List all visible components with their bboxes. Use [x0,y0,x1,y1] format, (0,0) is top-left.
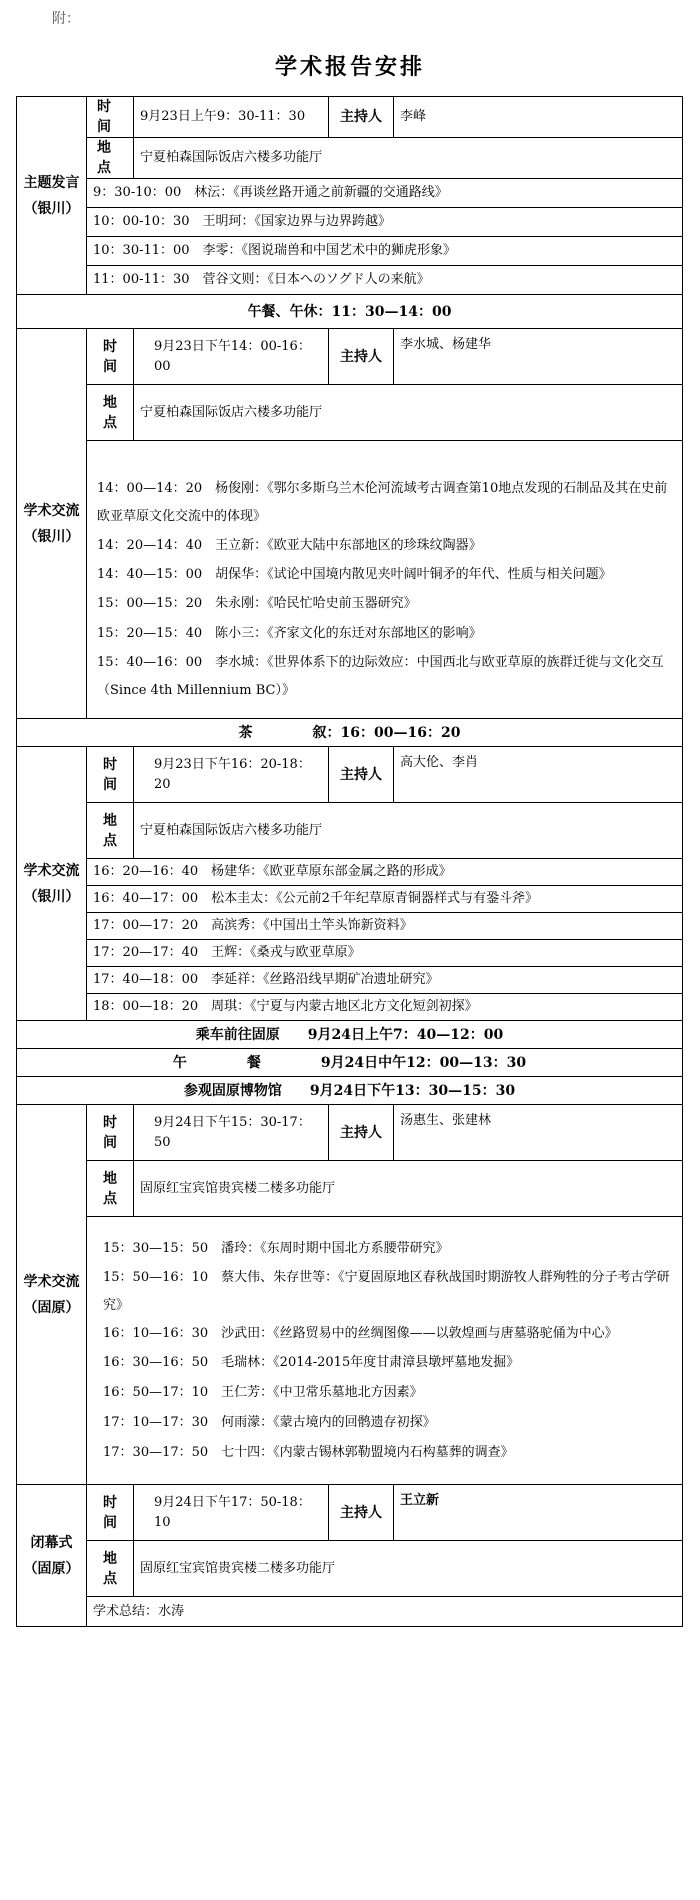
s1-section-name: 主题发言 [23,174,80,191]
s4-section-location: （固原） [23,1299,80,1316]
s5-section-location: （固原） [23,1560,80,1577]
s5-place-label: 地 点 [87,1541,134,1597]
s1-place-row [17,138,683,179]
s2-place-label: 地 点 [87,385,134,441]
travel-label: 乘车前往固原 [195,1026,280,1043]
s3-item: 16：40—17：00 松本圭太：《公元前2千年纪草原青铜器样式与有銎斗斧》 [87,886,683,913]
s2-section-location: （银川） [23,528,80,545]
appendix-label: 附： [52,11,80,27]
s3-section-location: （银川） [23,888,80,905]
s4-place-value: 固原红宝宾馆贵宾楼二楼多功能厅 [134,1161,683,1217]
s2-item: 15：20—15：40 陈小三：《齐家文化的东迁对东部地区的影响》 [97,625,482,641]
s3-item: 17：00—17：20 高滨秀：《中国出土竿头饰新资料》 [87,913,683,940]
s5-time-label: 时 间 [87,1485,134,1541]
s4-items [87,1217,683,1485]
s3-section-label [17,747,87,1021]
page-title: 学术报告安排 [274,54,425,80]
s4-section-label [17,1105,87,1485]
s3-time-row [17,747,683,803]
lunch-break-row: 午餐、午休：11：30—14：00 [17,295,683,329]
s4-item: 17：10—17：30 何雨濛：《蒙古境内的回鹘遗存初探》 [103,1414,436,1430]
s5-host-label: 主持人 [329,1485,394,1541]
s4-item: 15：30—15：50 潘玲：《东周时期中国北方系腰带研究》 [103,1240,449,1256]
s2-time-row [17,329,683,385]
s1-item: 10：30-11：00 李零：《图说瑞兽和中国艺术中的狮虎形象》 [87,237,683,266]
s4-item: 16：50—17：10 王仁芳：《中卫常乐墓地北方因素》 [103,1384,423,1400]
s4-item: 17：30—17：50 七十四：《内蒙古锡林郭勒盟境内石构墓葬的调查》 [103,1444,514,1460]
s3-section-name: 学术交流 [23,862,80,879]
s3-item: 16：20—16：40 杨建华：《欧亚草原东部金属之路的形成》 [87,859,683,886]
s1-place-value: 宁夏柏森国际饭店六楼多功能厅 [134,138,683,179]
s4-item: 16：10—16：30 沙武田：《丝路贸易中的丝绸图像——以敦煌画与唐墓骆驼俑为中心》 [103,1325,618,1341]
schedule-table [16,96,683,1627]
s3-place-value: 宁夏柏森国际饭店六楼多功能厅 [134,803,683,859]
s4-section-name: 学术交流 [23,1273,80,1290]
s2-time-value: 9月23日下午14：00-16：00 [134,329,329,385]
s1-host-value: 李峰 [394,97,683,138]
tea-break-label: 茶 [238,724,253,741]
s2-section-label [17,329,87,719]
s4-item: 16：30—16：50 毛瑞林：《2014-2015年度甘肃漳县墩坪墓地发掘》 [103,1354,520,1370]
s1-time-label: 时 间 [87,97,134,138]
s5-place-value: 固原红宝宾馆贵宾楼二楼多功能厅 [134,1541,683,1597]
s4-time-value: 9月24日下午15：30-17：50 [134,1105,329,1161]
s1-host-label: 主持人 [329,97,394,138]
s4-item: 15：50—16：10 蔡大伟、朱存世等：《宁夏固原地区春秋战国时期游牧人群殉牲的分子考古学研究》 [103,1269,670,1313]
museum-visit-time: 9月24日下午13：30—15：30 [309,1082,516,1099]
s3-host-value: 高大伦、李肖 [394,747,683,803]
tea-break-time: 叙：16：00—16：20 [312,724,461,741]
s3-time-label: 时 间 [87,747,134,803]
s1-item: 10：00-10：30 王明珂：《国家边界与边界跨越》 [87,208,683,237]
s5-time-value: 9月24日下午17：50-18：10 [134,1485,329,1541]
s4-time-row [17,1105,683,1161]
lunch-label-a: 午 [172,1054,187,1071]
s3-item: 17：20—17：40 王辉：《桑戎与欧亚草原》 [87,940,683,967]
lunch-label-b: 餐 [246,1054,261,1071]
s3-time-value: 9月23日下午16：20-18：20 [134,747,329,803]
s2-host-value: 李水城、杨建华 [394,329,683,385]
tea-break-row [17,719,683,747]
s5-summary: 学术总结：水涛 [87,1597,683,1627]
s1-item: 9：30-10：00 林沄：《再谈丝路开通之前新疆的交通路线》 [87,179,683,208]
s3-item: 17：40—18：00 李延祥：《丝路沿线早期矿冶遗址研究》 [87,967,683,994]
s2-item: 14：20—14：40 王立新：《欧亚大陆中东部地区的珍珠纹陶器》 [97,537,482,553]
s3-host-label: 主持人 [329,747,394,803]
s4-place-row [17,1161,683,1217]
s1-time-row [17,97,683,138]
museum-visit-row [17,1077,683,1105]
s3-place-row [17,803,683,859]
s2-item: 14：40—15：00 胡保华：《试论中国境内散见夹叶阔叶铜矛的年代、性质与相关问题》 [97,566,612,582]
s2-items [87,441,683,719]
lunch-row [17,1049,683,1077]
s2-host-label: 主持人 [329,329,394,385]
s4-time-label: 时 间 [87,1105,134,1161]
s1-place-label: 地 点 [87,138,134,179]
s2-item: 15：00—15：20 朱永刚：《哈民忙哈史前玉器研究》 [97,595,417,611]
s4-host-value: 汤惠生、张建林 [394,1105,683,1161]
lunch-time: 9月24日中午12：00—13：30 [320,1054,527,1071]
s2-place-row [17,385,683,441]
s1-section-label [17,97,87,295]
s2-place-value: 宁夏柏森国际饭店六楼多功能厅 [134,385,683,441]
s5-section-name: 闭幕式 [30,1534,73,1551]
s4-place-label: 地 点 [87,1161,134,1217]
s3-place-label: 地 点 [87,803,134,859]
s3-item: 18：00—18：20 周琪：《宁夏与内蒙古地区北方文化短剑初探》 [87,994,683,1021]
s5-section-label [17,1485,87,1627]
s1-section-location: （银川） [23,200,80,217]
s2-section-name: 学术交流 [23,502,80,519]
s2-time-label: 时 间 [87,329,134,385]
s5-time-row [17,1485,683,1541]
s5-place-row [17,1541,683,1597]
s2-item: 15：40—16：00 李水城：《世界体系下的边际效应：中国西北与欧亚草原的族群迁徙与文化交互（Since 4th Millennium BC）》 [97,654,664,698]
s1-item: 11：00-11：30 菅谷文则：《日本へのソグド人の来航》 [87,266,683,295]
museum-visit-label: 参观固原博物馆 [183,1082,282,1099]
travel-time: 9月24日上午7：40—12：00 [307,1026,504,1043]
s4-host-label: 主持人 [329,1105,394,1161]
s5-host-value: 王立新 [394,1485,683,1541]
s1-time-value: 9月23日上午9：30-11：30 [134,97,329,138]
travel-row [17,1021,683,1049]
s2-item: 14：00—14：20 杨俊刚：《鄂尔多斯乌兰木伦河流域考古调查第10地点发现的石制品及其在史前欧亚草原文化交流中的体现》 [97,480,668,524]
